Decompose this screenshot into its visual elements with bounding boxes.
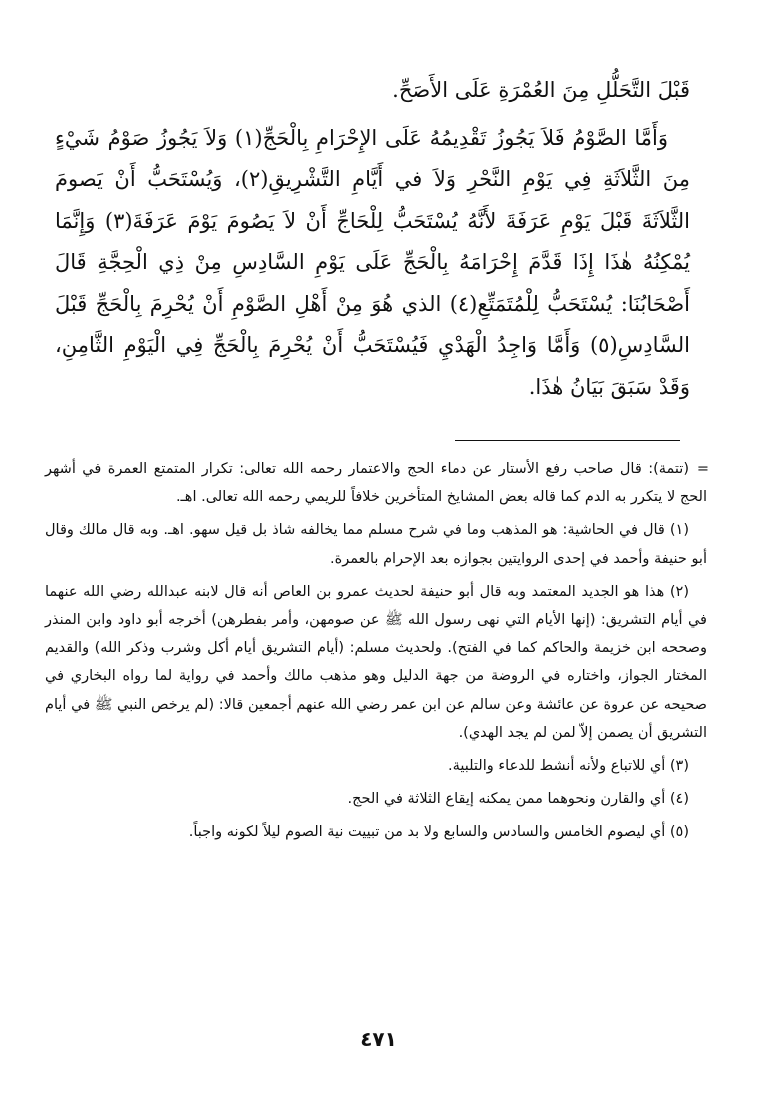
main-text: [55, 70, 690, 408]
footnote-3: (٣) أي للاتباع ولأنه أنشط للدعاء والتلبية.: [447, 758, 689, 775]
footnote-tatimma-text: (تتمة): قال صاحب رفع الأستار عن دماء الحج والاعتمار رحمه الله تعالى: تكرار المتمتع العمرة في أشهر الحج لا يتكرر به الدم كما قاله بعض المشايخ المتأخرين خلافاً للريمي رحمه الله تعالى. اهـ.: [45, 461, 707, 506]
footnote-1: (١) قال في الحاشية: هو المذهب وما في شرح مسلم مما يخالفه شاذ بل قيل سهو. اهـ. وبه قال مالك وقال أبو حنيفة وأحمد في إحدى الروايتين بجوازه بعد الإحرام بالعمرة.: [45, 522, 707, 567]
footnote-tatimma: [45, 455, 707, 511]
continuation-mark: =: [696, 461, 709, 477]
footnotes: [45, 455, 707, 852]
main-text-first-line: قَبْلَ التَّحَلُّلِ مِنَ العُمْرَةِ عَلَى الأَصَحِّ.: [392, 78, 690, 102]
page-number: ٤٧١: [360, 1027, 397, 1051]
footnote-2: (٢) هذا هو الجديد المعتمد وبه قال أبو حنيفة لحديث عمرو بن العاص أنه قال لابنه عبدالله رضي الله عنهما في أيام التشريق: (إنها الأيام التي نهى رسول الله ﷺ عن صومهن، وأمر بفطرهن) أخرجه أبو داود وابن المنذر وصححه ابن خزيمة والحاكم كما في الفتح). ولحديث مسلم: (أيام التشريق أيام أكل وشرب وذكر الله) والقديم المختار الجواز، واختاره في الروضة من جهة الدليل وهو مذهب مالك وأحمد في رواية لما رواه البخاري في صحيحه عن عروة عن عائشة وعن سالم عن ابن عمر رضي الله عنهم أجمعين قالا: (لم يرخص النبي ﷺ في أيام التشريق أن يصمن إلاّ لمن لم يجد الهدي).: [45, 583, 707, 741]
footnote-separator: [455, 440, 680, 441]
main-text-paragraph: وَأَمَّا الصَّوْمُ فَلاَ يَجُوزُ تَقْدِيمُهُ عَلَى الإِحْرَامِ بِالْحَجِّ(١) وَلاَ يَجُوزُ صَوْمُ شَيْءٍ مِنَ الثَّلاَثَةِ فِي يَوْمِ النَّحْرِ وَلاَ في أَيَّامِ التَّشْرِيقِ(٢)، وَيُسْتَحَبُّ أَنْ يَصومَ الثَّلاَثَةَ قَبْلَ يَوْمِ عَرَفَةَ لأَنَّهُ يُسْتَحَبُّ لِلْحَاجِّ أَنْ لاَ يَصُومَ يَوْمَ عَرَفَةَ(٣) وَإِنَّمَا يُمْكِنُهُ هٰذَا إِذَا قَدَّمَ إِحْرَامَهُ بِالْحَجِّ عَلَى يَوْمِ السَّادِسِ مِنْ ذِي الْحِجَّةِ قَالَ أَصْحَابُنَا: يُسْتَحَبُّ لِلْمُتَمَتِّعِ(٤) الذي هُوَ مِنْ أَهْلِ الصَّوْمِ أَنْ يُحْرِمَ بِالْحَجِّ قَبْلَ السَّادِسِ(٥) وَأَمَّا وَاجِدُ الْهَدْيِ فَيُسْتَحَبُّ أَنْ يُحْرِمَ بِالْحَجِّ فِي الْيَوْمِ الثَّامِنِ، وَقَدْ سَبَقَ بَيَانُ هٰذَا.: [55, 125, 690, 399]
footnote-5: (٥) أي ليصوم الخامس والسادس والسابع ولا بد من تبييت نية الصوم ليلاً لكونه واجباً.: [188, 824, 689, 841]
footnote-4: (٤) أي والقارن ونحوهما ممن يمكنه إيقاع الثلاثة في الحج.: [347, 791, 689, 808]
